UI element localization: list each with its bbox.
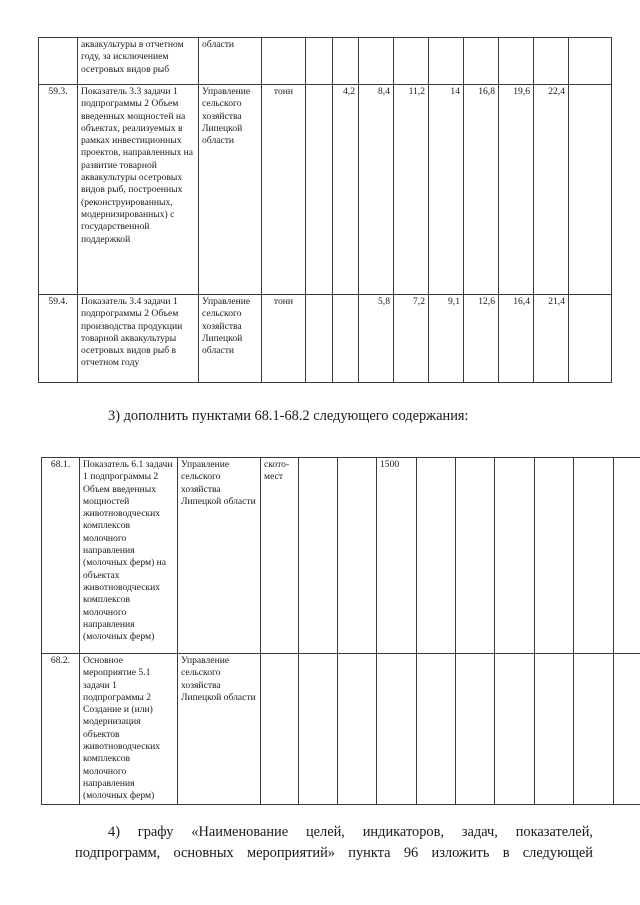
value-cell xyxy=(574,458,614,654)
value-cell: 5,8 xyxy=(359,295,394,383)
row-name: Основное мероприятие 5.1 задачи 1 подпрограммы 2 Создание и (или) модернизация объектов животноводческих комплексов молочного направления (молочных ферм) xyxy=(80,654,178,805)
value-cell xyxy=(306,85,333,295)
value-cell xyxy=(534,38,569,85)
value-cell: 16,8 xyxy=(464,85,499,295)
row-name: Показатель 3.3 задачи 1 подпрограммы 2 Объем введенных мощностей на объектах, реализуемых в рамках инвестиционных проектов, направленных на развитие товарной аквакультуры осетровых видов рыб, построенных (реконструированных, модернизированных) с государственной поддержкой xyxy=(78,85,199,295)
row-executor: Управление сельского хозяйства Липецкой области xyxy=(178,654,261,805)
value-cell xyxy=(429,38,464,85)
table-row xyxy=(42,654,640,805)
value-cell: 9,1 xyxy=(429,295,464,383)
value-cell xyxy=(377,654,417,805)
value-cell xyxy=(417,654,456,805)
value-cell: 22,4 xyxy=(534,85,569,295)
row-number: 59.3. xyxy=(39,85,78,295)
value-cell xyxy=(464,38,499,85)
value-cell: 21,4 xyxy=(534,295,569,383)
paragraph-amendment-4-line2: подпрограмм, основных мероприятий» пункта 96 изложить в следующей xyxy=(75,845,593,861)
value-cell xyxy=(569,295,612,383)
row-unit xyxy=(262,38,306,85)
value-cell xyxy=(574,654,614,805)
value-cell xyxy=(569,38,612,85)
value-cell xyxy=(359,38,394,85)
table-row xyxy=(42,458,640,654)
row-unit: тонн xyxy=(262,295,306,383)
row-name: Показатель 6.1 задачи 1 подпрограммы 2 Объем введенных мощностей животноводческих комплексов молочного направления (молочных ферм) на объектах животноводческих комплексов молочного направления (молочных ферм) xyxy=(80,458,178,654)
table-continuation xyxy=(38,37,612,383)
value-cell: 11,2 xyxy=(394,85,429,295)
value-cell xyxy=(338,458,377,654)
value-cell: 12,6 xyxy=(464,295,499,383)
value-cell: 8,4 xyxy=(359,85,394,295)
row-number: 59.4. xyxy=(39,295,78,383)
value-cell: 14 xyxy=(429,85,464,295)
row-executor: Управление сельского хозяйства Липецкой области xyxy=(199,295,262,383)
value-cell xyxy=(569,85,612,295)
value-cell xyxy=(499,38,534,85)
value-cell: 19,6 xyxy=(499,85,534,295)
table-additions xyxy=(41,457,640,805)
value-cell xyxy=(456,654,495,805)
paragraph-amendment-3: 3) дополнить пунктами 68.1-68.2 следующего содержания: xyxy=(108,408,469,424)
row-executor: области xyxy=(199,38,262,85)
value-cell xyxy=(394,38,429,85)
value-cell: 16,4 xyxy=(499,295,534,383)
value-cell xyxy=(614,654,640,805)
value-cell xyxy=(535,458,574,654)
row-unit: тонн xyxy=(262,85,306,295)
value-cell xyxy=(299,458,338,654)
row-unit: ското-мест xyxy=(261,458,299,654)
row-name: аквакультуры в отчетном году, за исключением осетровых видов рыб xyxy=(78,38,199,85)
value-cell xyxy=(299,654,338,805)
paragraph-amendment-4-line1: 4) графу «Наименование целей, индикаторов, задач, показателей, xyxy=(108,824,593,840)
table-row xyxy=(39,295,612,383)
value-cell xyxy=(456,458,495,654)
row-number: 68.2. xyxy=(42,654,80,805)
row-unit xyxy=(261,654,299,805)
value-cell xyxy=(306,38,333,85)
row-number xyxy=(39,38,78,85)
row-name: Показатель 3.4 задачи 1 подпрограммы 2 Объем производства продукции товарной аквакультуры осетровых видов рыб в отчетном году xyxy=(78,295,199,383)
value-cell xyxy=(535,654,574,805)
row-executor: Управление сельского хозяйства Липецкой области xyxy=(178,458,261,654)
value-cell xyxy=(417,458,456,654)
table-row xyxy=(39,85,612,295)
table-row xyxy=(39,38,612,85)
value-cell xyxy=(338,654,377,805)
row-executor: Управление сельского хозяйства Липецкой области xyxy=(199,85,262,295)
value-cell: 4,2 xyxy=(333,85,359,295)
value-cell xyxy=(333,38,359,85)
value-cell xyxy=(495,458,535,654)
row-number: 68.1. xyxy=(42,458,80,654)
value-cell xyxy=(306,295,333,383)
value-cell xyxy=(614,458,640,654)
value-cell: 1500 xyxy=(377,458,417,654)
value-cell: 7,2 xyxy=(394,295,429,383)
value-cell xyxy=(495,654,535,805)
value-cell xyxy=(333,295,359,383)
